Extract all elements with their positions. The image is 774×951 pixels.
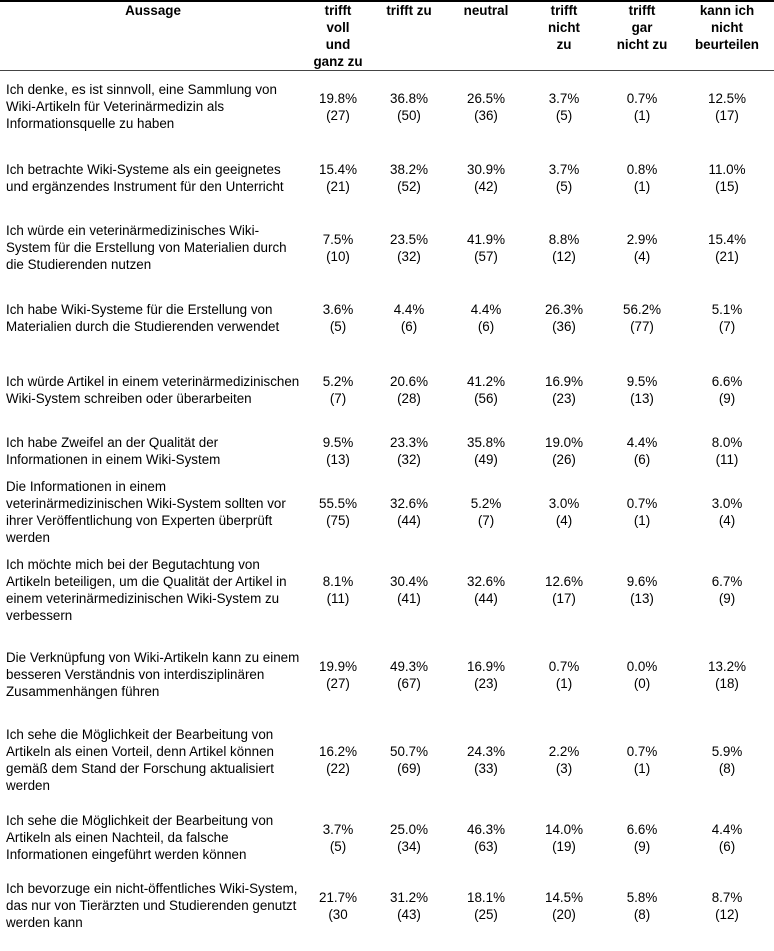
count: (23) <box>474 675 498 691</box>
count: (67) <box>397 675 421 691</box>
percent: 4.4% <box>393 301 425 317</box>
statement-cell: Ich betrachte Wiki-Systeme als ein geeignetes und ergänzendes Instrument für den Unterricht <box>6 161 284 194</box>
count: (9) <box>718 590 736 606</box>
value-cell-cannot-judge <box>680 719 774 801</box>
value-cell-fully-agree <box>306 719 370 801</box>
value-cell-fully-agree <box>306 353 370 427</box>
value-cell-strongly-disagree <box>604 875 680 937</box>
value-cell-strongly-disagree <box>604 143 680 213</box>
percent: 5.2% <box>470 495 502 511</box>
percent: 16.9% <box>545 373 583 389</box>
value-cell-neutral <box>448 475 524 549</box>
value-cell-agree <box>370 353 448 427</box>
percent: 8.7% <box>711 889 743 905</box>
value-cell-agree <box>370 143 448 213</box>
table-row <box>0 353 774 427</box>
value-cell-agree <box>370 801 448 875</box>
header-line: nicht <box>548 20 580 35</box>
value-cell-strongly-disagree <box>604 353 680 427</box>
count: (25) <box>474 906 498 922</box>
count: (42) <box>474 178 498 194</box>
count: (19) <box>552 838 576 854</box>
percent: 15.4% <box>319 161 357 177</box>
percent: 4.4% <box>711 821 743 837</box>
header-line: trifft zu <box>386 3 432 18</box>
value-cell-cannot-judge <box>680 143 774 213</box>
count: (10) <box>326 248 350 264</box>
count: (4) <box>718 512 736 528</box>
percent: 9.5% <box>322 434 354 450</box>
value-cell-fully-agree <box>306 283 370 353</box>
percent: 6.6% <box>711 373 743 389</box>
value-cell-neutral <box>448 353 524 427</box>
count: (12) <box>552 248 576 264</box>
table-row <box>0 427 774 475</box>
percent: 2.2% <box>548 743 580 759</box>
percent: 14.5% <box>545 889 583 905</box>
count: (3) <box>555 760 573 776</box>
percent: 18.1% <box>467 889 505 905</box>
count: (22) <box>326 760 350 776</box>
count: (1) <box>633 107 651 123</box>
header-line: ganz zu <box>313 54 363 69</box>
value-cell-strongly-disagree <box>604 283 680 353</box>
count: (44) <box>397 512 421 528</box>
table-row <box>0 631 774 719</box>
percent: 24.3% <box>467 743 505 759</box>
value-cell-disagree <box>524 143 604 213</box>
percent: 0.7% <box>626 743 658 759</box>
value-cell-strongly-disagree <box>604 549 680 631</box>
count: (26) <box>552 451 576 467</box>
count: (13) <box>630 390 654 406</box>
value-cell-fully-agree <box>306 801 370 875</box>
count: (7) <box>718 318 736 334</box>
value-cell-neutral <box>448 427 524 475</box>
percent: 35.8% <box>467 434 505 450</box>
value-cell-neutral <box>448 549 524 631</box>
count: (5) <box>329 318 347 334</box>
percent: 8.1% <box>322 573 354 589</box>
header-strongly-disagree <box>604 1 680 71</box>
value-cell-disagree <box>524 283 604 353</box>
percent: 23.3% <box>390 434 428 450</box>
count: (21) <box>326 178 350 194</box>
header-statement <box>0 1 306 71</box>
percent: 41.9% <box>467 231 505 247</box>
count: (6) <box>477 318 495 334</box>
statement-cell: Ich würde Artikel in einem veterinärmedizinischen Wiki-System schreiben oder überarbeiten <box>6 373 300 406</box>
value-cell-cannot-judge <box>680 549 774 631</box>
table-header <box>0 1 774 71</box>
statement-cell: Ich sehe die Möglichkeit der Bearbeitung von Artikeln als einen Vorteil, denn Artikel können gemäß dem Stand der Forschung aktualisiert werden <box>6 726 274 793</box>
value-cell-disagree <box>524 719 604 801</box>
header-neutral <box>448 1 524 71</box>
header-agree <box>370 1 448 71</box>
percent: 2.9% <box>626 231 658 247</box>
header-line: nicht <box>711 20 743 35</box>
count: (4) <box>555 512 573 528</box>
percent: 12.6% <box>545 573 583 589</box>
count: (9) <box>718 390 736 406</box>
percent: 3.7% <box>322 821 354 837</box>
percent: 9.5% <box>626 373 658 389</box>
percent: 49.3% <box>390 658 428 674</box>
statement-cell: Ich möchte mich bei der Begutachtung von Artikeln beteiligen, um die Qualität der Artikel in einem veterinärmedizinischen Wiki-System zu verbessern <box>6 556 287 623</box>
percent: 4.4% <box>626 434 658 450</box>
percent: 12.5% <box>708 90 746 106</box>
value-cell-disagree <box>524 213 604 283</box>
count: (28) <box>397 390 421 406</box>
value-cell-agree <box>370 283 448 353</box>
header-fully-agree <box>306 1 370 71</box>
count: (17) <box>715 107 739 123</box>
value-cell-cannot-judge <box>680 475 774 549</box>
value-cell-cannot-judge <box>680 875 774 937</box>
percent: 16.2% <box>319 743 357 759</box>
count: (56) <box>474 390 498 406</box>
value-cell-strongly-disagree <box>604 719 680 801</box>
count: (44) <box>474 590 498 606</box>
percent: 56.2% <box>623 301 661 317</box>
percent: 5.2% <box>322 373 354 389</box>
value-cell-agree <box>370 719 448 801</box>
count: (15) <box>715 178 739 194</box>
header-line: nicht zu <box>616 37 668 52</box>
value-cell-strongly-disagree <box>604 213 680 283</box>
count: (52) <box>397 178 421 194</box>
table-row <box>0 283 774 353</box>
count: (36) <box>474 107 498 123</box>
count: (27) <box>326 675 350 691</box>
count: (50) <box>397 107 421 123</box>
table-row <box>0 719 774 801</box>
header-line: neutral <box>463 3 509 18</box>
value-cell-disagree <box>524 71 604 143</box>
value-cell-fully-agree <box>306 875 370 937</box>
percent: 20.6% <box>390 373 428 389</box>
percent: 26.3% <box>545 301 583 317</box>
statement-cell: Ich habe Zweifel an der Qualität der Informationen in einem Wiki-System <box>6 434 221 467</box>
percent: 23.5% <box>390 231 428 247</box>
value-cell-disagree <box>524 427 604 475</box>
table-row <box>0 143 774 213</box>
header-line: trifft <box>628 3 656 18</box>
count: (43) <box>397 906 421 922</box>
count: (23) <box>552 390 576 406</box>
table-row <box>0 475 774 549</box>
percent: 16.9% <box>467 658 505 674</box>
count: (4) <box>633 248 651 264</box>
count: (69) <box>397 760 421 776</box>
count: (27) <box>326 107 350 123</box>
count: (6) <box>718 838 736 854</box>
percent: 19.8% <box>319 90 357 106</box>
value-cell-cannot-judge <box>680 283 774 353</box>
percent: 30.4% <box>390 573 428 589</box>
count: (1) <box>633 512 651 528</box>
percent: 0.7% <box>626 90 658 106</box>
percent: 50.7% <box>390 743 428 759</box>
value-cell-disagree <box>524 631 604 719</box>
percent: 26.5% <box>467 90 505 106</box>
count: (32) <box>397 248 421 264</box>
percent: 19.0% <box>545 434 583 450</box>
percent: 4.4% <box>470 301 502 317</box>
statement-cell: Ich sehe die Möglichkeit der Bearbeitung von Artikeln als einen Nachteil, da falsche Informationen eingeführt werden können <box>6 813 274 862</box>
value-cell-disagree <box>524 475 604 549</box>
value-cell-disagree <box>524 875 604 937</box>
header-line: zu <box>556 37 572 52</box>
count: (5) <box>329 838 347 854</box>
count: (6) <box>633 451 651 467</box>
value-cell-neutral <box>448 875 524 937</box>
count: (18) <box>715 675 739 691</box>
table-row <box>0 71 774 143</box>
value-cell-neutral <box>448 143 524 213</box>
value-cell-fully-agree <box>306 71 370 143</box>
value-cell-strongly-disagree <box>604 801 680 875</box>
value-cell-cannot-judge <box>680 427 774 475</box>
value-cell-disagree <box>524 801 604 875</box>
count: (1) <box>633 760 651 776</box>
count: (33) <box>474 760 498 776</box>
value-cell-disagree <box>524 353 604 427</box>
percent: 46.3% <box>467 821 505 837</box>
percent: 3.0% <box>711 495 743 511</box>
count: (8) <box>633 906 651 922</box>
count: (63) <box>474 838 498 854</box>
percent: 6.7% <box>711 573 743 589</box>
percent: 32.6% <box>390 495 428 511</box>
value-cell-agree <box>370 71 448 143</box>
percent: 3.6% <box>322 301 354 317</box>
value-cell-strongly-disagree <box>604 475 680 549</box>
count: (30 <box>328 906 348 922</box>
percent: 3.0% <box>548 495 580 511</box>
count: (75) <box>326 512 350 528</box>
count: (7) <box>329 390 347 406</box>
value-cell-neutral <box>448 71 524 143</box>
count: (20) <box>552 906 576 922</box>
count: (36) <box>552 318 576 334</box>
count: (41) <box>397 590 421 606</box>
value-cell-strongly-disagree <box>604 631 680 719</box>
percent: 5.1% <box>711 301 743 317</box>
percent: 3.7% <box>548 90 580 106</box>
count: (0) <box>633 675 651 691</box>
value-cell-strongly-disagree <box>604 427 680 475</box>
percent: 13.2% <box>708 658 746 674</box>
percent: 55.5% <box>319 495 357 511</box>
percent: 8.0% <box>711 434 743 450</box>
statement-cell: Ich bevorzuge ein nicht-öffentliches Wiki-System, das nur von Tierärzten und Studierenden genutzt werden kann <box>6 881 298 930</box>
header-line: trifft <box>324 3 352 18</box>
percent: 5.8% <box>626 889 658 905</box>
value-cell-strongly-disagree <box>604 71 680 143</box>
percent: 15.4% <box>708 231 746 247</box>
percent: 14.0% <box>545 821 583 837</box>
percent: 9.6% <box>626 573 658 589</box>
table-row <box>0 549 774 631</box>
value-cell-cannot-judge <box>680 353 774 427</box>
value-cell-agree <box>370 213 448 283</box>
value-cell-fully-agree <box>306 631 370 719</box>
value-cell-fully-agree <box>306 143 370 213</box>
percent: 7.5% <box>322 231 354 247</box>
count: (5) <box>555 107 573 123</box>
statement-cell: Die Verknüpfung von Wiki-Artikeln kann zu einem besseren Verständnis von interdisziplinären Zusammenhängen führen <box>6 650 300 699</box>
header-line: beurteilen <box>695 37 759 52</box>
percent: 25.0% <box>390 821 428 837</box>
header-line: voll <box>326 20 350 35</box>
value-cell-cannot-judge <box>680 213 774 283</box>
value-cell-neutral <box>448 631 524 719</box>
count: (7) <box>477 512 495 528</box>
percent: 31.2% <box>390 889 428 905</box>
value-cell-fully-agree <box>306 475 370 549</box>
value-cell-neutral <box>448 283 524 353</box>
header-line: trifft <box>550 3 578 18</box>
value-cell-disagree <box>524 549 604 631</box>
percent: 36.8% <box>390 90 428 106</box>
count: (49) <box>474 451 498 467</box>
value-cell-agree <box>370 549 448 631</box>
percent: 0.0% <box>626 658 658 674</box>
table-row <box>0 213 774 283</box>
value-cell-cannot-judge <box>680 631 774 719</box>
count: (12) <box>715 906 739 922</box>
value-cell-neutral <box>448 801 524 875</box>
value-cell-neutral <box>448 213 524 283</box>
table-row <box>0 875 774 937</box>
count: (17) <box>552 590 576 606</box>
percent: 0.7% <box>548 658 580 674</box>
count: (57) <box>474 248 498 264</box>
percent: 5.9% <box>711 743 743 759</box>
percent: 38.2% <box>390 161 428 177</box>
count: (77) <box>630 318 654 334</box>
count: (11) <box>715 451 739 467</box>
value-cell-agree <box>370 631 448 719</box>
count: (5) <box>555 178 573 194</box>
percent: 21.7% <box>319 889 357 905</box>
statement-cell: Ich habe Wiki-Systeme für die Erstellung von Materialien durch die Studierenden verwendet <box>6 301 280 334</box>
header-label: Aussage <box>125 3 181 18</box>
count: (8) <box>718 760 736 776</box>
count: (1) <box>555 675 573 691</box>
value-cell-cannot-judge <box>680 71 774 143</box>
header-cannot-judge <box>680 1 774 71</box>
count: (34) <box>397 838 421 854</box>
count: (6) <box>400 318 418 334</box>
value-cell-fully-agree <box>306 213 370 283</box>
percent: 0.8% <box>626 161 658 177</box>
value-cell-neutral <box>448 719 524 801</box>
count: (1) <box>633 178 651 194</box>
value-cell-cannot-judge <box>680 801 774 875</box>
percent: 41.2% <box>467 373 505 389</box>
statement-cell: Die Informationen in einem veterinärmedizinischen Wiki-System sollten vor ihrer Veröffentlichung von Experten überprüft werden <box>6 478 286 545</box>
statement-cell: Ich würde ein veterinärmedizinisches Wiki-System für die Erstellung von Materialien durch die Studierenden nutzen <box>6 223 287 272</box>
count: (13) <box>630 590 654 606</box>
statement-cell: Ich denke, es ist sinnvoll, eine Sammlung von Wiki-Artikeln für Veterinärmedizin als Informationsquelle zu haben <box>6 82 277 132</box>
count: (13) <box>326 451 350 467</box>
table-body <box>0 71 774 937</box>
value-cell-agree <box>370 875 448 937</box>
value-cell-fully-agree <box>306 427 370 475</box>
percent: 6.6% <box>626 821 658 837</box>
percent: 30.9% <box>467 161 505 177</box>
value-cell-fully-agree <box>306 549 370 631</box>
count: (9) <box>633 838 651 854</box>
percent: 32.6% <box>467 573 505 589</box>
header-line: und <box>325 37 351 52</box>
value-cell-agree <box>370 427 448 475</box>
percent: 11.0% <box>708 161 746 177</box>
value-cell-agree <box>370 475 448 549</box>
percent: 8.8% <box>548 231 580 247</box>
count: (32) <box>397 451 421 467</box>
header-disagree <box>524 1 604 71</box>
table-row <box>0 801 774 875</box>
count: (21) <box>715 248 739 264</box>
count: (11) <box>326 590 350 606</box>
percent: 0.7% <box>626 495 658 511</box>
percent: 19.9% <box>319 658 357 674</box>
percent: 3.7% <box>548 161 580 177</box>
header-line: gar <box>631 20 653 35</box>
header-line: kann ich <box>699 3 755 18</box>
